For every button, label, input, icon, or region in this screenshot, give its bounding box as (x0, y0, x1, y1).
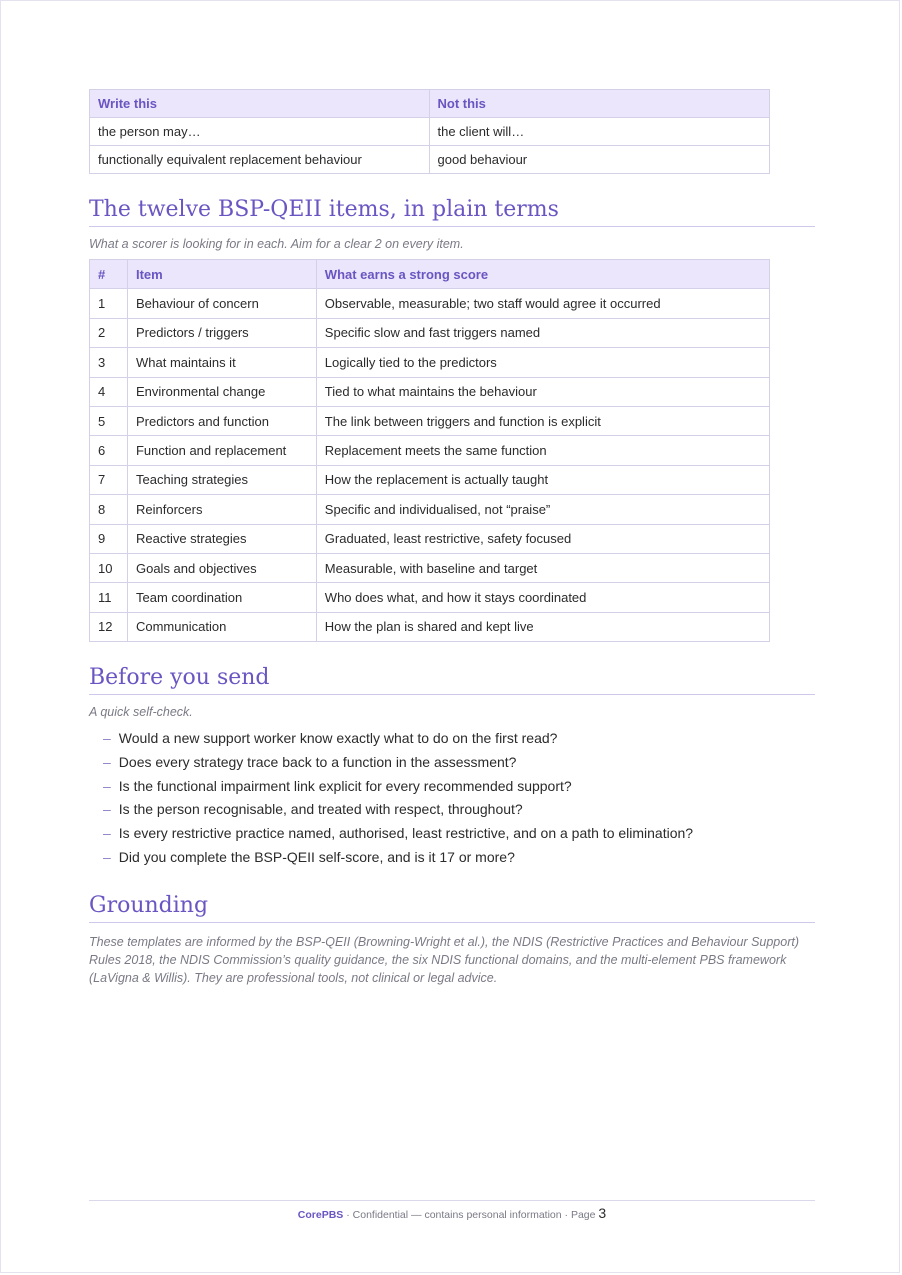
dash-bullet: – (103, 753, 111, 770)
table-cell: Graduated, least restrictive, safety focused (316, 524, 769, 553)
table-cell: How the replacement is actually taught (316, 465, 769, 494)
writing-guide-table (89, 89, 770, 174)
list-item-text: Is the functional impairment link explicit for every recommended support? (118, 777, 572, 794)
dash-bullet: – (103, 777, 111, 794)
table-row (90, 465, 770, 494)
list-item-text: Does every strategy trace back to a function in the assessment? (118, 753, 517, 770)
table-cell: the client will… (429, 118, 770, 146)
table-cell: Function and replacement (127, 436, 316, 465)
table-cell: 12 (90, 612, 128, 641)
page-content (89, 89, 815, 987)
items-table (89, 259, 770, 642)
dash-bullet: – (103, 825, 111, 842)
table-cell: 2 (90, 318, 128, 347)
table-cell: How the plan is shared and kept live (316, 612, 769, 641)
list-item-text: Did you complete the BSP-QEII self-score, and is it 17 or more? (118, 849, 515, 866)
table-cell: Behaviour of concern (127, 289, 316, 318)
table-cell: Measurable, with baseline and target (316, 553, 769, 582)
list-item-text: Is every restrictive practice named, authorised, least restrictive, and on a path to elimination? (118, 825, 694, 842)
table-cell: Who does what, and how it stays coordinated (316, 583, 769, 612)
list-item (103, 846, 815, 870)
table-cell: Observable, measurable; two staff would agree it occurred (316, 289, 769, 318)
table-cell: 9 (90, 524, 128, 553)
table-cell: Tied to what maintains the behaviour (316, 377, 769, 406)
table-cell: Predictors / triggers (127, 318, 316, 347)
table-cell: 7 (90, 465, 128, 494)
section-title-before-send: Before you send (89, 664, 815, 695)
dash-bullet: – (103, 849, 111, 866)
dash-bullet: – (103, 730, 111, 747)
table-cell: Teaching strategies (127, 465, 316, 494)
section-title-items: The twelve BSP-QEII items, in plain terms (89, 196, 815, 227)
table-cell: 11 (90, 583, 128, 612)
header-item: Item (127, 260, 316, 289)
table-cell: Reactive strategies (127, 524, 316, 553)
table-cell: 8 (90, 495, 128, 524)
table-row (90, 553, 770, 582)
grounding-text: These templates are informed by the BSP-QEII (Browning-Wright et al.), the NDIS (Restrictive Practices and Behaviour Support) Rules 2018, the NDIS Commission’s quality guidance, the six NDIS functional domains, and the multi-element PBS framework (LaVigna & Willis). They are professional tools, not clinical or legal advice. (89, 934, 800, 985)
list-item (103, 751, 815, 775)
table-cell: 4 (90, 377, 128, 406)
header-write-this: Write this (90, 90, 430, 118)
table-row (90, 436, 770, 465)
table-cell: Predictors and function (127, 406, 316, 435)
footer-page-label: Page (570, 1209, 596, 1221)
table-row (90, 348, 770, 377)
page-footer (89, 1200, 815, 1221)
table-cell: The link between triggers and function is explicit (316, 406, 769, 435)
footer-note: Confidential — contains personal information (352, 1209, 562, 1221)
table-row (90, 318, 770, 347)
list-item-text: Is the person recognisable, and treated with respect, throughout? (118, 801, 523, 818)
footer-separator: · (564, 1209, 569, 1221)
table-cell: Goals and objectives (127, 553, 316, 582)
section-subtitle-before-send: A quick self-check. (89, 705, 193, 720)
table-cell: the person may… (90, 118, 430, 146)
list-item (103, 822, 815, 846)
table-cell: Specific and individualised, not “praise” (316, 495, 769, 524)
table-header-row (90, 260, 770, 289)
table-cell: Communication (127, 612, 316, 641)
table-cell: Environmental change (127, 377, 316, 406)
self-check-list (89, 727, 815, 870)
table-row (90, 406, 770, 435)
section-subtitle-items: What a scorer is looking for in each. Aim for a clear 2 on every item. (89, 237, 464, 251)
table-row (90, 289, 770, 318)
table-row (90, 583, 770, 612)
header-strong-score: What earns a strong score (316, 260, 769, 289)
table-row (90, 612, 770, 641)
dash-bullet: – (103, 801, 111, 818)
list-item-text: Would a new support worker know exactly what to do on the first read? (118, 730, 558, 747)
list-item (103, 798, 815, 822)
table-cell: good behaviour (429, 146, 770, 174)
footer-page-number: 3 (598, 1205, 607, 1221)
table-cell: 5 (90, 406, 128, 435)
header-number: # (90, 260, 128, 289)
footer-separator: · (346, 1209, 350, 1221)
table-cell: functionally equivalent replacement behaviour (90, 146, 430, 174)
list-item (103, 775, 815, 799)
table-header-row (90, 90, 770, 118)
table-cell: 6 (90, 436, 128, 465)
table-cell: Team coordination (127, 583, 316, 612)
table-cell: Logically tied to the predictors (316, 348, 769, 377)
table-row (90, 377, 770, 406)
table-cell: Reinforcers (127, 495, 316, 524)
header-not-this: Not this (429, 90, 770, 118)
table-cell: 1 (90, 289, 128, 318)
table-cell: What maintains it (127, 348, 316, 377)
section-title-grounding: Grounding (89, 892, 815, 923)
table-cell: 3 (90, 348, 128, 377)
table-row (90, 146, 770, 174)
list-item (103, 727, 815, 751)
footer-brand: CorePBS (297, 1209, 344, 1221)
table-cell: 10 (90, 553, 128, 582)
table-row (90, 495, 770, 524)
items-table-body (90, 289, 770, 642)
table-cell: Specific slow and fast triggers named (316, 318, 769, 347)
table-row (90, 118, 770, 146)
table-row (90, 524, 770, 553)
table-cell: Replacement meets the same function (316, 436, 769, 465)
